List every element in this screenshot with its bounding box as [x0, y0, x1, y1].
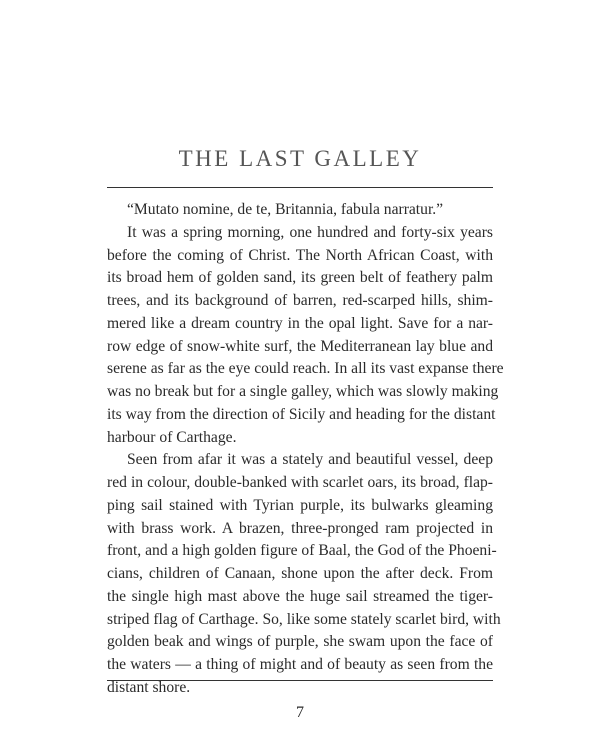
title-rule	[107, 187, 493, 188]
text-line: harbour of Carthage.	[107, 428, 237, 446]
text-line: “Mutato nomine, de te, Britannia, fabula narratur.”	[127, 201, 444, 218]
text-line: was no break but for a single galley, which was slowly making	[107, 383, 499, 400]
text-line: striped flag of Carthage. So, like some stately scarlet bird, with	[107, 610, 501, 628]
text-line: before the coming of Christ. The North African Coast, with	[107, 246, 493, 264]
text-line: the single high mast above the huge sail streamed the tiger-	[107, 587, 493, 605]
text-line: the waters — a thing of might and of beauty as seen from the	[107, 656, 493, 673]
footer-rule	[107, 680, 493, 681]
text-line: row edge of snow-white surf, the Mediterranean lay blue and	[107, 337, 493, 355]
text-line: its way from the direction of Sicily and heading for the distant	[107, 405, 496, 423]
text-line: ping sail stained with Tyrian purple, its bulwarks gleaming	[107, 496, 493, 514]
text-line: Seen from afar it was a stately and beautiful vessel, deep	[127, 451, 493, 469]
page-number: 7	[296, 704, 304, 721]
text-line: red in colour, double-banked with scarlet oars, its broad, flap-	[107, 474, 493, 491]
text-line: mered like a dream country in the opal light. Save for a nar-	[107, 314, 493, 332]
chapter-title: THE LAST GALLEY	[178, 146, 422, 171]
text-line: It was a spring morning, one hundred and forty-six years	[127, 223, 493, 241]
text-line: its broad hem of golden sand, its green belt of feathery palm	[107, 269, 493, 287]
text-line: cians, children of Canaan, shone upon the after deck. From	[107, 565, 493, 582]
text-line: with brass work. A brazen, three-pronged ram projected in	[107, 519, 493, 537]
text-line: distant shore.	[107, 678, 191, 696]
text-line: front, and a high golden figure of Baal, the God of the Phoeni-	[107, 542, 497, 560]
text-line: trees, and its background of barren, red-scarped hills, shim-	[107, 292, 493, 309]
text-line: serene as far as the eye could reach. In all its vast expanse there	[107, 360, 504, 378]
text-line: golden beak and wings of purple, she swam upon the face of	[107, 633, 493, 651]
chapter-body	[107, 199, 504, 700]
